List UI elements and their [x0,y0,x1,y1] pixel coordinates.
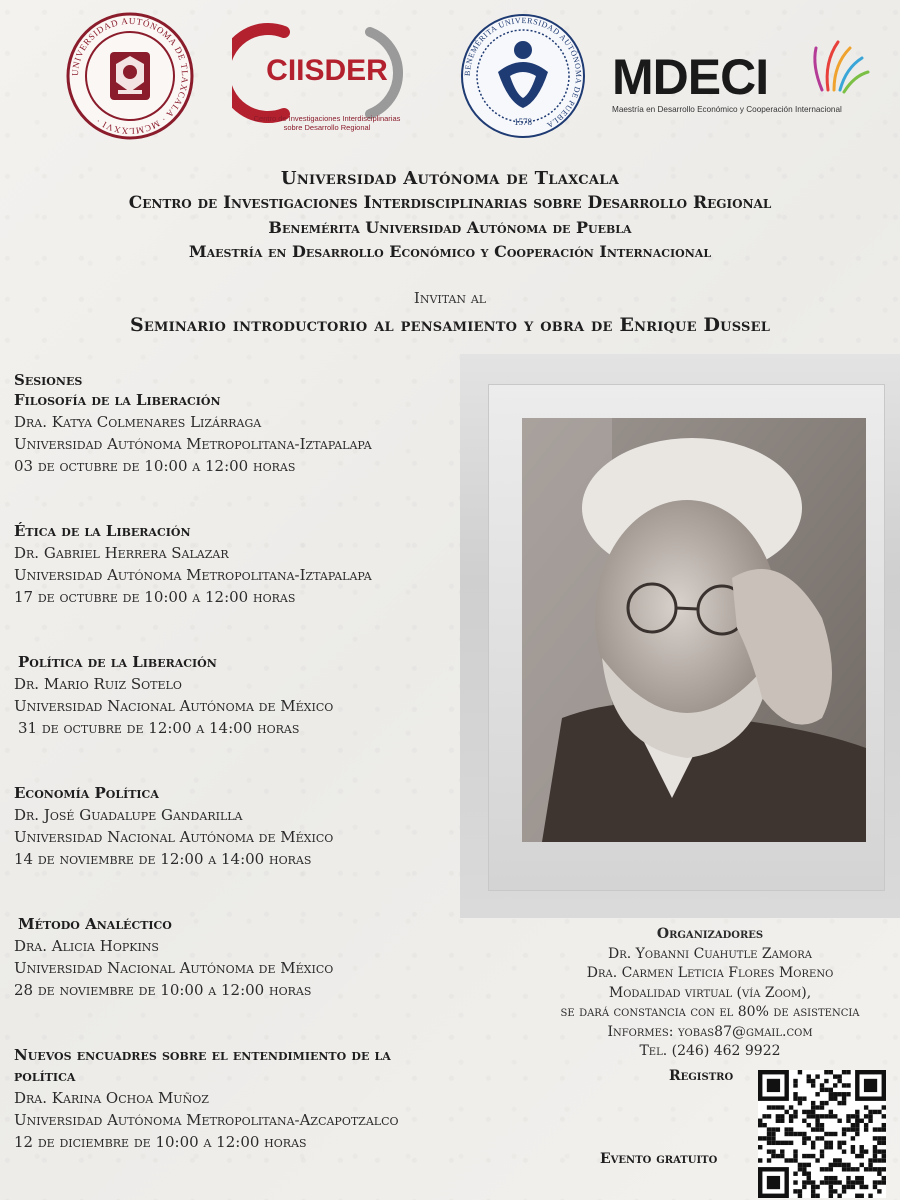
session-institution: Universidad Autónoma Metropolitana-Iztapalapa [14,435,372,453]
session-title: Economía Política [14,784,159,802]
session-item [14,390,494,477]
evento-gratuito-label: Evento gratuito [600,1151,718,1167]
uat-logo [66,12,194,140]
sessions-heading: Sesiones [14,371,83,389]
session-speaker: Dr. Mario Ruiz Sotelo [14,675,182,693]
mdeci-logo [610,32,872,122]
buap-ring-text: BENEMÉRITA UNIVERSIDAD AUTÓNOMA DE PUEBLA [462,15,584,131]
organizer-2: Dra. Carmen Leticia Flores Moreno [586,965,834,981]
session-date: 28 de noviembre de 10:00 a 12:00 horas [14,981,312,999]
organizer-1: Dr. Yobanni Cuahutle Zamora [608,945,812,962]
mdeci-name: MDECI [612,49,769,105]
session-institution: Universidad Nacional Autónoma de México [14,697,334,715]
session-date: 17 de octubre de 10:00 a 12:00 horas [14,588,296,606]
session-speaker: Dra. Alicia Hopkins [14,937,159,955]
telefono: Tel. (246) 462 9922 [639,1043,781,1059]
session-item [14,1045,494,1153]
session-title: Ética de la Liberación [14,522,191,540]
buap-logo [458,12,588,140]
session-title: Política de la Liberación [18,653,217,671]
session-title-line1: Nuevos encuadres sobre el entendimiento de la [14,1046,391,1064]
sessions-section [14,370,484,1151]
ciisder-name: CIISDER [266,54,388,87]
session-institution: Universidad Nacional Autónoma de México [14,828,334,846]
session-title: Método Analéctico [18,915,172,933]
session-title: Filosofía de la Liberación [14,391,221,409]
ciisder-subtitle-1: Centro de Investigaciones Interdisciplinarias [253,114,401,123]
portrait-photo [522,418,866,842]
mdeci-subtitle: Maestría en Desarrollo Económico y Cooperación Internacional [612,105,842,114]
session-item [14,914,498,1001]
constancia-text: se dará constancia con el 80% de asistencia [560,1004,860,1020]
registration-qr-code[interactable] [758,1070,886,1198]
session-institution: Universidad Nacional Autónoma de México [14,959,334,977]
session-item [14,521,494,608]
session-title-line2: política [14,1067,76,1085]
institution-buap: Benemérita Universidad Autónoma de Puebla [268,218,632,237]
session-item [14,783,494,870]
session-date: 03 de octubre de 10:00 a 12:00 horas [14,457,296,475]
session-institution: Universidad Autónoma Metropolitana-Iztapalapa [14,566,372,584]
session-speaker: Dr. José Guadalupe Gandarilla [14,806,243,824]
registro-label: Registro [669,1068,734,1084]
modalidad-text: Modalidad virtual (vía Zoom), [608,984,812,1001]
informes-email: Informes: yobas87@gmail.com [607,1023,813,1040]
institution-uat: Universidad Autónoma de Tlaxcala [280,168,620,189]
session-speaker: Dra. Karina Ochoa Muñoz [14,1089,209,1107]
session-speaker: Dra. Katya Colmenares Lizárraga [14,413,262,431]
organizers-section [520,925,900,1062]
session-date: 31 de octubre de 12:00 a 14:00 horas [18,719,300,737]
session-item [14,652,498,739]
institution-ciisder: Centro de Investigaciones Interdisciplinarias sobre Desarrollo Regional [128,193,772,213]
seminar-title: Seminario introductorio al pensamiento y obra de Enrique Dussel [129,314,771,336]
ciisder-subtitle-2: sobre Desarrollo Regional [283,123,371,132]
session-speaker: Dr. Gabriel Herrera Salazar [14,544,229,562]
institution-mdeci: Maestría en Desarrollo Económico y Cooperación Internacional [188,242,712,261]
session-date: 12 de diciembre de 10:00 a 12:00 horas [14,1133,307,1151]
organizers-heading: Organizadores [656,926,764,942]
ciisder-logo [232,14,422,134]
uat-ring-text: UNIVERSIDAD AUTÓNOMA DE TLAXCALA · MCMLXXVI · [69,15,191,137]
session-institution: Universidad Autónoma Metropolitana-Azcapotzalco [14,1111,399,1129]
invitan-text: Invitan al [413,289,487,307]
session-date: 14 de noviembre de 12:00 a 14:00 horas [14,850,312,868]
buap-year: 1578 [514,117,532,127]
